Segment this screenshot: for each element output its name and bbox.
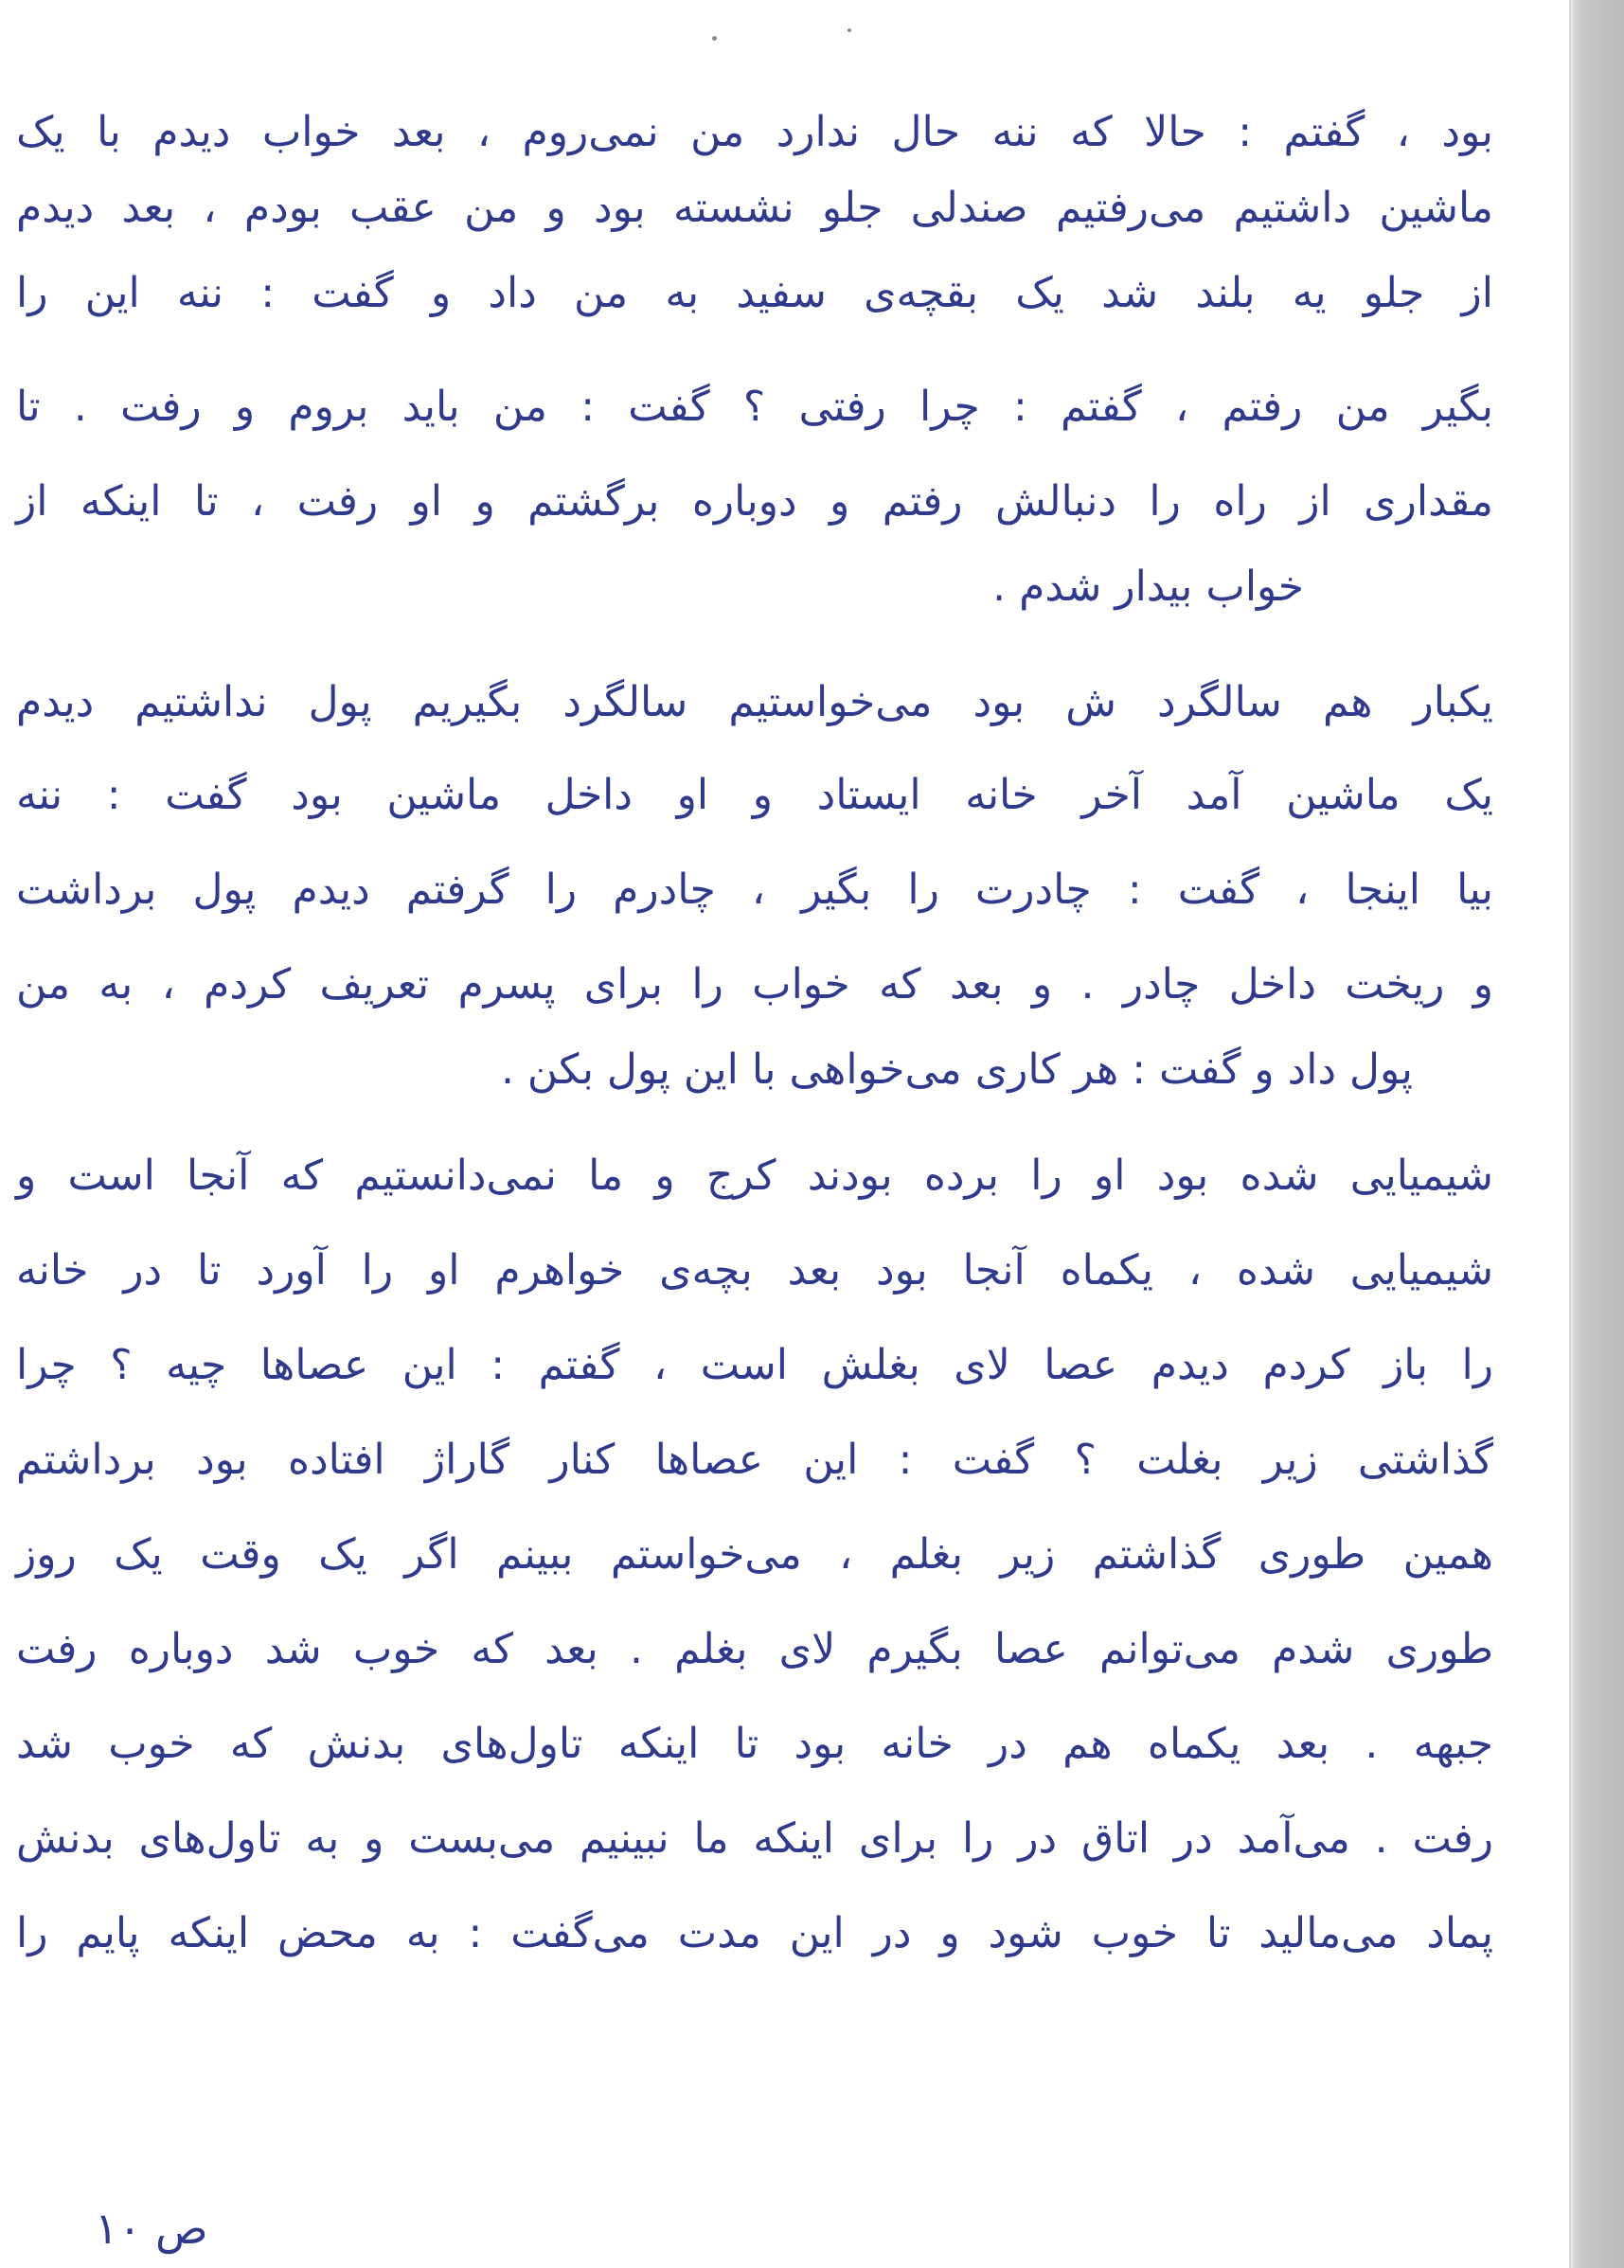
text-line-3: از جلو یه بلند شد یک بقچه‌ی سفید به من داد و گفت : ننه این را [16, 269, 1493, 317]
text-line-17: طوری شدم می‌توانم عصا بگیرم لای بغلم . بعد که خوب شد دوباره رفت [16, 1625, 1493, 1673]
text-line-9: بیا اینجا ، گفت : چادرت را بگیر ، چادرم را گرفتم دیدم پول برداشت [16, 866, 1493, 914]
text-line-14: را باز کردم دیدم عصا لای بغلش است ، گفتم : این عصاها چیه ؟ چرا [16, 1341, 1493, 1389]
text-line-8: یک ماشین آمد آخر خانه ایستاد و او داخل ماشین بود گفت : ننه [16, 771, 1493, 819]
text-line-5: مقداری از راه را دنبالش رفتم و دوباره برگشتم و او رفت ، تا اینکه از [16, 477, 1493, 526]
text-line-2: ماشین داشتیم می‌رفتیم صندلی جلو نشسته بود و من عقب بودم ، بعد دیدم [16, 184, 1493, 232]
text-line-11: پول داد و گفت : هر کاری می‌خواهی با این پول بکن . [500, 1045, 1413, 1094]
text-line-16: همین طوری گذاشتم زیر بغلم ، می‌خواستم ببینم اگر یک وقت یک روز [16, 1530, 1493, 1579]
text-line-6: خواب بیدار شدم . [992, 563, 1304, 611]
text-line-12: شیمیایی شده بود او را برده بودند کرج و ما نمی‌دانستیم که آنجا است و [16, 1152, 1493, 1200]
text-line-1: بود ، گفتم : حالا که ننه حال ندارد من نمی‌روم ، بعد خواب دیدم با یک [16, 108, 1493, 156]
text-line-18: جبهه . بعد یکماه هم در خانه بود تا اینکه تاول‌های بدنش که خوب شد [16, 1720, 1493, 1768]
page-number: ص ۱۰ [95, 2203, 208, 2254]
text-line-20: پماد می‌مالید تا خوب شود و در این مدت می‌گفت : به محض اینکه پایم را [16, 1909, 1493, 1957]
text-line-7: یکبار هم سالگرد ش بود می‌خواستیم سالگرد بگیریم پول نداشتیم دیدم [16, 678, 1493, 726]
text-line-19: رفت . می‌آمد در اتاق در را برای اینکه ما نبینیم می‌بست و به تاول‌های بدنش [16, 1814, 1493, 1863]
text-line-15: گذاشتی زیر بغلت ؟ گفت : این عصاها کنار گاراژ افتاده بود برداشتم [16, 1436, 1493, 1484]
scan-edge [1569, 0, 1624, 2268]
text-line-13: شیمیایی شده ، یکماه آنجا بود بعد بچه‌ی خواهرم او را آورد تا در خانه [16, 1246, 1493, 1295]
text-line-4: بگیر من رفتم ، گفتم : چرا رفتی ؟ گفت : من باید بروم و رفت . تا [16, 383, 1493, 431]
paper-speck [712, 36, 717, 41]
paper-speck [848, 28, 851, 32]
text-line-10: و ریخت داخل چادر . و بعد که خواب را برای پسرم تعریف کردم ، به من [16, 960, 1493, 1009]
